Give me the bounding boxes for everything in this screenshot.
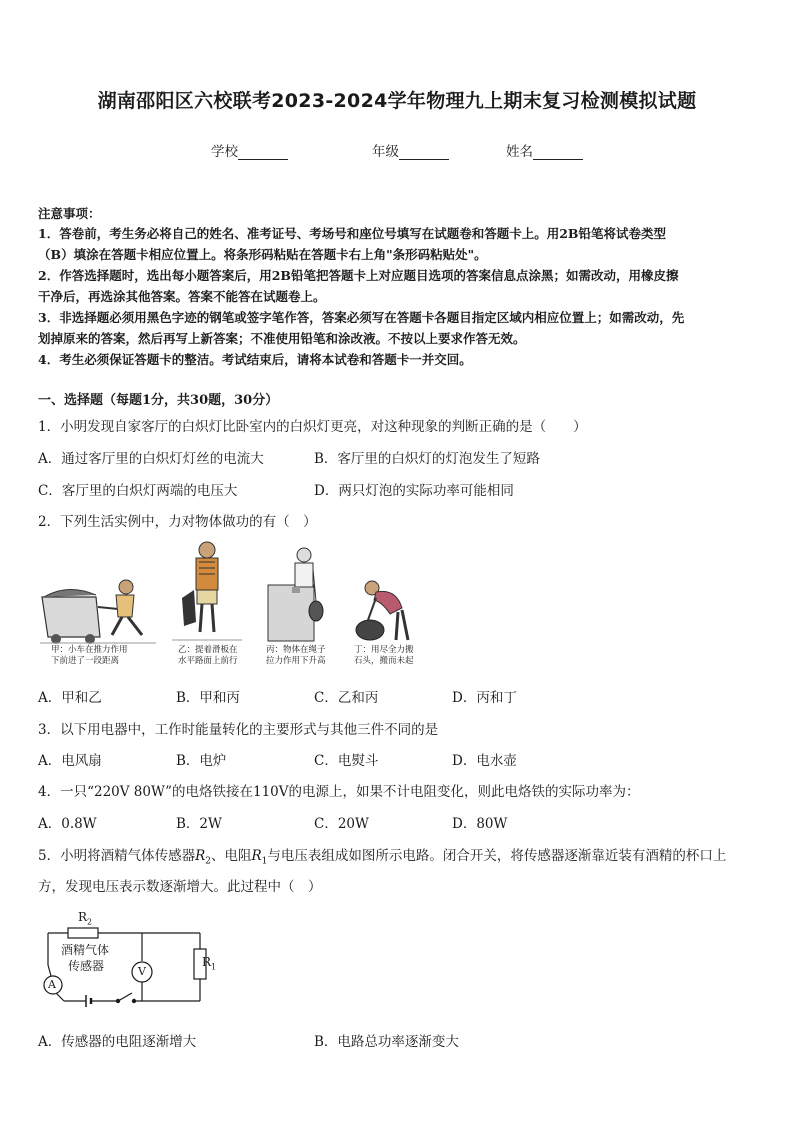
- q3-option-d: D．电水壶: [452, 753, 517, 769]
- grade-label: 年级: [372, 144, 399, 160]
- cart-pushing-illustration: [38, 545, 158, 645]
- voltmeter-label: V: [138, 965, 146, 978]
- section-heading: 一、选择题（每题1分，共30题，30分）: [38, 393, 279, 408]
- name-label: 姓名: [506, 144, 533, 160]
- q4-option-d: D．80W: [452, 816, 508, 832]
- name-field: [506, 140, 583, 160]
- sensor-r2-resistor: [68, 928, 98, 938]
- q1-option-b: B．客厅里的白炽灯的灯泡发生了短路: [314, 451, 540, 467]
- caption-line: 石头，搬而未起: [354, 656, 414, 666]
- school-field: [211, 140, 288, 160]
- question-2-stem: 2．下列生活实例中，力对物体做功的有（ ）: [38, 514, 317, 530]
- caption-line: 丁：用尽全力搬: [354, 645, 414, 655]
- question-4-stem: 4．一只“220V 80W”的电烙铁接在110V的电源上，如果不计电阻变化，则此电烙铁的实际功率为：: [38, 784, 640, 800]
- q1-option-d: D．两只灯泡的实际功率可能相同: [314, 483, 514, 499]
- carrying-skateboard-illustration: [172, 540, 242, 645]
- page-title: 湖南邵阳区六校联考2023-2024学年物理九上期末复习检测模拟试题: [97, 90, 697, 112]
- r2-symbol: R: [195, 848, 206, 864]
- question-5-stem-line2: 方，发现电压表示数逐渐增大。此过程中（ ）: [38, 879, 322, 895]
- q4-option-a: A．0.8W: [38, 816, 97, 832]
- notice-line: 干净后，再选涂其他答案。答案不能答在试题卷上。: [38, 289, 326, 304]
- lifting-stone-illustration: [346, 578, 416, 646]
- caption-line: 水平路面上前行: [178, 656, 238, 666]
- notice-line: 3．非选择题必须用黑色字迹的钢笔或签字笔作答，答案必须写在答题卡各题目指定区域内相应位置上；如需改动，先: [38, 310, 685, 325]
- caption-line: 乙：提着滑板在: [178, 645, 238, 655]
- question-3-stem: 3．以下用电器中，工作时能量转化的主要形式与其他三件不同的是: [38, 722, 439, 738]
- notice-line: 1．答卷前，考生务必将自己的姓名、准考证号、考场号和座位号填写在试题卷和答题卡上。用2B铅笔将试卷类型: [38, 226, 666, 241]
- sensor-label-line2: 传感器: [68, 959, 105, 973]
- sensor-label-line1: 酒精气体: [61, 943, 110, 957]
- q1-option-c: C．客厅里的白炽灯两端的电压大: [38, 483, 238, 499]
- q2-option-a: A．甲和乙: [38, 690, 102, 706]
- name-blank: [533, 147, 583, 160]
- notice-line: 划掉原来的答案，然后再写上新答案；不准使用铅笔和涂改液。不按以上要求作答无效。: [38, 331, 526, 346]
- r2-label: $R_2$: [78, 910, 93, 927]
- notice-line: 2．作答选择题时，选出每小题答案后，用2B铅笔把答题卡上对应题目选项的答案信息点涂黑；如需改动，用橡皮擦: [38, 268, 679, 283]
- notice-line: （B）填涂在答题卡相应位置上。将条形码粘贴在答题卡右上角"条形码粘贴处"。: [38, 247, 487, 262]
- q5-option-a: A．传感器的电阻逐渐增大: [38, 1034, 197, 1050]
- question-1-stem: 1．小明发现自家客厅的白炽灯比卧室内的白炽灯更亮，对这种现象的判断正确的是（ ）: [38, 419, 587, 435]
- caption-bing: [266, 645, 326, 667]
- ammeter-label: A: [48, 978, 56, 991]
- caption-line: 下前进了一段距离: [51, 656, 120, 666]
- q3-option-b: B．电炉: [176, 753, 227, 769]
- q2-option-c: C．乙和丙: [314, 690, 379, 706]
- q3-option-a: A．电风扇: [38, 753, 102, 769]
- q4-option-c: C．20W: [314, 816, 369, 832]
- school-label: 学校: [211, 144, 238, 160]
- caption-jia: [51, 645, 128, 667]
- grade-field: [372, 140, 449, 160]
- q3-option-c: C．电熨斗: [314, 753, 379, 769]
- caption-line: 丙：物体在绳子: [266, 645, 326, 655]
- q5-option-b: B．电路总功率逐渐变大: [314, 1034, 459, 1050]
- caption-line: 拉力作用下升高: [266, 656, 326, 666]
- notice-line: 4．考生必须保证答题卡的整洁。考试结束后，请将本试卷和答题卡一并交回。: [38, 352, 472, 367]
- q1-option-a: A．通过客厅里的白炽灯灯丝的电流大: [38, 451, 264, 467]
- caption-yi: [178, 645, 238, 667]
- circuit-diagram: [38, 905, 218, 1017]
- q2-option-d: D．丙和丁: [452, 690, 517, 706]
- caption-ding: [354, 645, 414, 667]
- r1-symbol: R: [251, 848, 262, 864]
- r1-label: $R_1$: [202, 955, 217, 972]
- grade-blank: [399, 147, 449, 160]
- question-5-stem-line1: 5．小明将酒精气体传感器$R_2$、电阻$R_1$与电压表组成如图所示电路。闭合开关，将传感器逐渐靠近装有酒精的杯口上: [38, 848, 727, 867]
- caption-line: 甲：小车在推力作用: [51, 645, 128, 655]
- q2-option-b: B．甲和丙: [176, 690, 240, 706]
- rope-lifting-illustration: [262, 545, 334, 645]
- notice-heading: 注意事项：: [38, 206, 101, 221]
- q4-option-b: B．2W: [176, 816, 222, 832]
- school-blank: [238, 147, 288, 160]
